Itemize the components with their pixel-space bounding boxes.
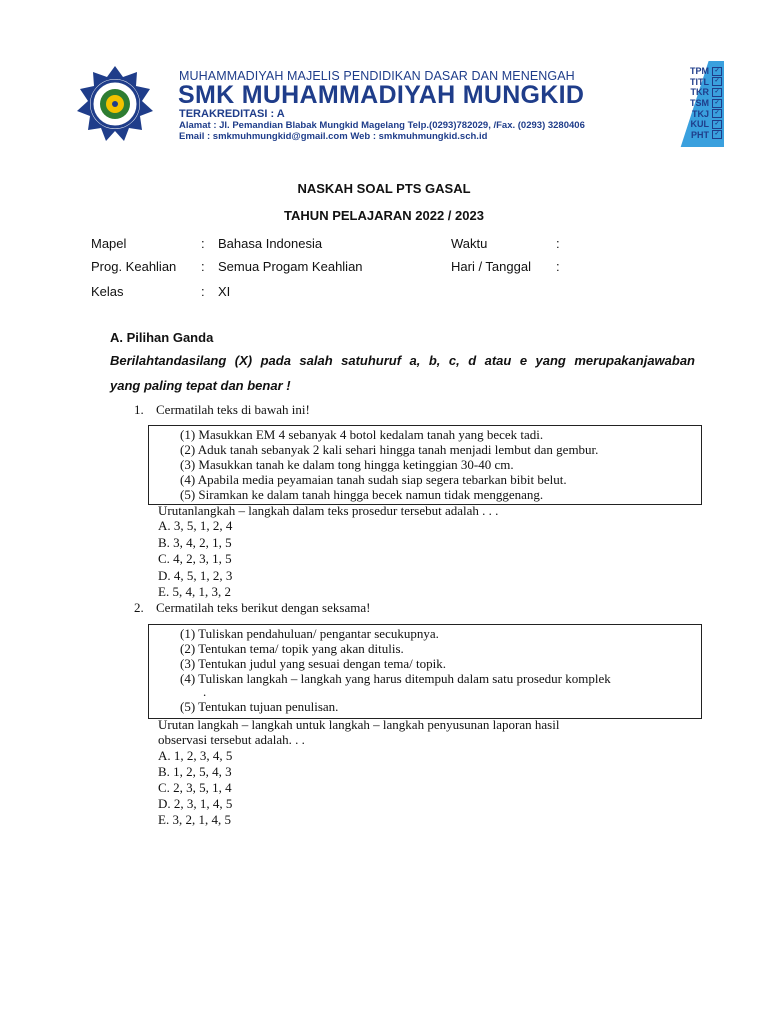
checkbox-icon: ✓ — [712, 99, 722, 108]
school-logo-icon — [74, 65, 156, 143]
checkbox-icon: ✓ — [712, 130, 722, 139]
colon: : — [556, 259, 560, 274]
kelas-label: Kelas — [91, 284, 124, 299]
program-item: TKJ ✓ — [670, 108, 722, 119]
answer-option[interactable]: C. 4, 2, 3, 1, 5 — [158, 551, 232, 566]
school-contact: Email : smkmuhmungkid@gmail.com Web : smkmuhmungkid.sch.id — [179, 131, 488, 142]
question-prompt: Cermatilah teks di bawah ini! — [156, 402, 310, 417]
question-prompt: Cermatilah teks berikut dengan seksama! — [156, 600, 371, 615]
school-address: Alamat : Jl. Pemandian Blabak Mungkid Magelang Telp.(0293)782029, /Fax. (0293) 3280406 — [179, 120, 585, 131]
answer-option[interactable]: E. 5, 4, 1, 3, 2 — [158, 584, 231, 599]
accreditation: TERAKREDITASI : A — [179, 108, 285, 120]
answer-option[interactable]: C. 2, 3, 5, 1, 4 — [158, 780, 232, 795]
step-item: (5) Tentukan tujuan penulisan. — [180, 699, 339, 714]
question-number: 2. — [134, 600, 144, 615]
hari-label: Hari / Tanggal — [451, 259, 531, 274]
answer-option[interactable]: B. 3, 4, 2, 1, 5 — [158, 535, 232, 550]
letterhead-banner — [64, 61, 724, 147]
answer-option[interactable]: A. 3, 5, 1, 2, 4 — [158, 518, 233, 533]
program-item: TKR ✓ — [670, 87, 722, 98]
question-text: Urutan langkah – langkah untuk langkah – langkah penyusunan laporan hasil — [158, 717, 560, 732]
program-item: PHT ✓ — [670, 130, 722, 141]
prog-value: Semua Progam Keahlian — [218, 259, 363, 274]
step-item: (3) Tentukan judul yang sesuai dengan tema/ topik. — [180, 656, 447, 671]
question-number: 1. — [134, 402, 144, 417]
checkbox-icon: ✓ — [712, 77, 722, 86]
colon: : — [201, 236, 205, 251]
step-item: (4) Tuliskan langkah – langkah yang harus ditempuh dalam satu prosedur komplek — [180, 671, 611, 686]
step-item: (2) Tentukan tema/ topik yang akan ditulis. — [180, 641, 404, 656]
colon: : — [201, 259, 205, 274]
answer-option[interactable]: A. 1, 2, 3, 4, 5 — [158, 748, 233, 763]
checkbox-icon: ✓ — [712, 120, 722, 129]
step-continuation: . — [203, 684, 207, 699]
checkbox-icon: ✓ — [712, 109, 722, 118]
colon: : — [556, 236, 560, 251]
question-text: observasi tersebut adalah. . . — [158, 732, 305, 747]
org-line: MUHAMMADIYAH MAJELIS PENDIDIKAN DASAR DAN MENENGAH — [179, 69, 575, 83]
exam-title: NASKAH SOAL PTS GASAL — [297, 181, 471, 196]
program-item: KUL ✓ — [670, 119, 722, 130]
program-item: TSM ✓ — [670, 98, 722, 109]
colon: : — [201, 284, 205, 299]
step-item: (4) Apabila media peyamaian tanah sudah siap segera tebarkan bibit belut. — [180, 472, 567, 487]
question-text: Urutanlangkah – langkah dalam teks prosedur tersebut adalah . . . — [158, 503, 499, 518]
step-item: (1) Masukkan EM 4 sebanyak 4 botol kedalam tanah yang becek tadi. — [180, 427, 544, 442]
program-item: TITL ✓ — [670, 77, 722, 88]
school-name: SMK MUHAMMADIYAH MUNGKID — [178, 81, 585, 109]
checkbox-icon: ✓ — [712, 67, 722, 76]
program-item: TPM ✓ — [670, 66, 722, 77]
mapel-value: Bahasa Indonesia — [218, 236, 323, 251]
instruction-line-1: Berilahtandasilang (X) pada salah satuhuruf a, b, c, d atau e yang merupakanjawaban — [110, 353, 695, 368]
instruction-line-2: yang paling tepat dan benar ! — [110, 378, 291, 393]
step-item: (2) Aduk tanah sebanyak 2 kali sehari hingga tanah menjadi lembut dan gembur. — [180, 442, 599, 457]
answer-option[interactable]: E. 3, 2, 1, 4, 5 — [158, 812, 231, 827]
kelas-value: XI — [218, 284, 231, 299]
checkbox-icon: ✓ — [712, 88, 722, 97]
answer-option[interactable]: D. 4, 5, 1, 2, 3 — [158, 568, 233, 583]
answer-option[interactable]: B. 1, 2, 5, 4, 3 — [158, 764, 232, 779]
section-heading: A. Pilihan Ganda — [110, 330, 214, 345]
step-item: (1) Tuliskan pendahuluan/ pengantar secukupnya. — [180, 626, 439, 641]
step-item: (5) Siramkan ke dalam tanah hingga becek namun tidak menggenang. — [180, 487, 544, 502]
program-list — [670, 66, 722, 140]
waktu-label: Waktu — [451, 236, 488, 251]
prog-label: Prog. Keahlian — [91, 259, 177, 274]
step-item: (3) Masukkan tanah ke dalam tong hingga ketinggian 30-40 cm. — [180, 457, 514, 472]
answer-option[interactable]: D. 2, 3, 1, 4, 5 — [158, 796, 233, 811]
mapel-label: Mapel — [91, 236, 127, 251]
school-year-title: TAHUN PELAJARAN 2022 / 2023 — [284, 208, 484, 223]
